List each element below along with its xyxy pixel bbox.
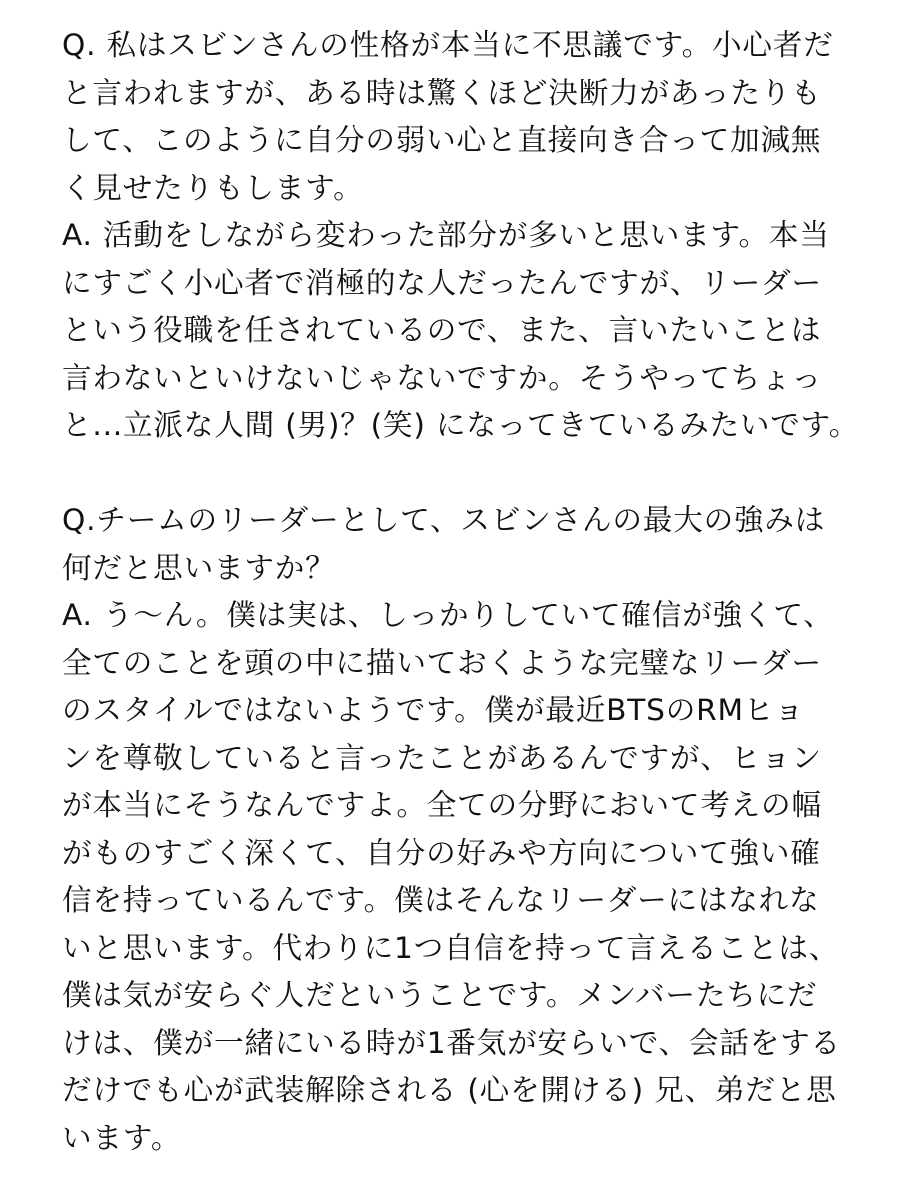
text-line: にすごく小心者で消極的な人だったんですが、リーダー <box>62 265 822 300</box>
text-line: という役職を任されているので、また、言いたいことは <box>62 313 822 347</box>
text-line: いと思います。代わりに1つ自信を持って言えることは、 <box>62 930 840 965</box>
text-line: A. 活動をしながら変わった部分が多いと思います。本当 <box>62 218 830 252</box>
qa-block-1 <box>62 22 865 450</box>
text-line: だけでも心が武装解除される (心を開ける) 兄、弟だと思 <box>62 1073 837 1107</box>
text-line: がものすごく深くて、自分の好みや方向について強い確 <box>62 835 821 870</box>
qa-block-2 <box>62 497 865 1162</box>
text-line: 言わないといけないじゃないですか。そうやってちょっ <box>62 360 822 395</box>
text-line: Q. 私はスビンさんの性格が本当に不思議です。小心者だ <box>62 28 834 62</box>
text-line: 僕は気が安らぐ人だということです。メンバーたちにだ <box>62 978 818 1012</box>
text-line: ンを尊敬していると言ったことがあるんですが、ヒョン <box>62 740 822 775</box>
text-line: Q.チームのリーダーとして、スビンさんの最大の強みは <box>62 503 826 537</box>
text-line: けは、僕が一緒にいる時が1番気が安らいで、会話をする <box>62 1025 841 1060</box>
text-line: A. う〜ん。僕は実は、しっかりしていて確信が強くて、 <box>62 598 834 632</box>
text-line: 信を持っているんです。僕はそんなリーダーにはなれな <box>62 883 820 917</box>
text-line: が本当にそうなんですよ。全ての分野において考えの幅 <box>62 788 822 822</box>
text-line: のスタイルではないようです。僕が最近BTSのRMヒョ <box>62 693 805 727</box>
text-line: と言われますが、ある時は驚くほど決断力があったりも <box>62 75 822 110</box>
text-line: 何だと思いますか？ <box>62 550 336 585</box>
text-line: と...立派な人間 (男)？(笑) になってきているみたいです。 <box>62 408 860 442</box>
text-line: 全てのことを頭の中に描いておくような完璧なリーダー <box>62 645 822 680</box>
text-line: して、このように自分の弱い心と直接向き合って加減無 <box>62 123 822 157</box>
text-line: く見せたりもします。 <box>62 170 364 205</box>
text-line: います。 <box>62 1120 182 1155</box>
